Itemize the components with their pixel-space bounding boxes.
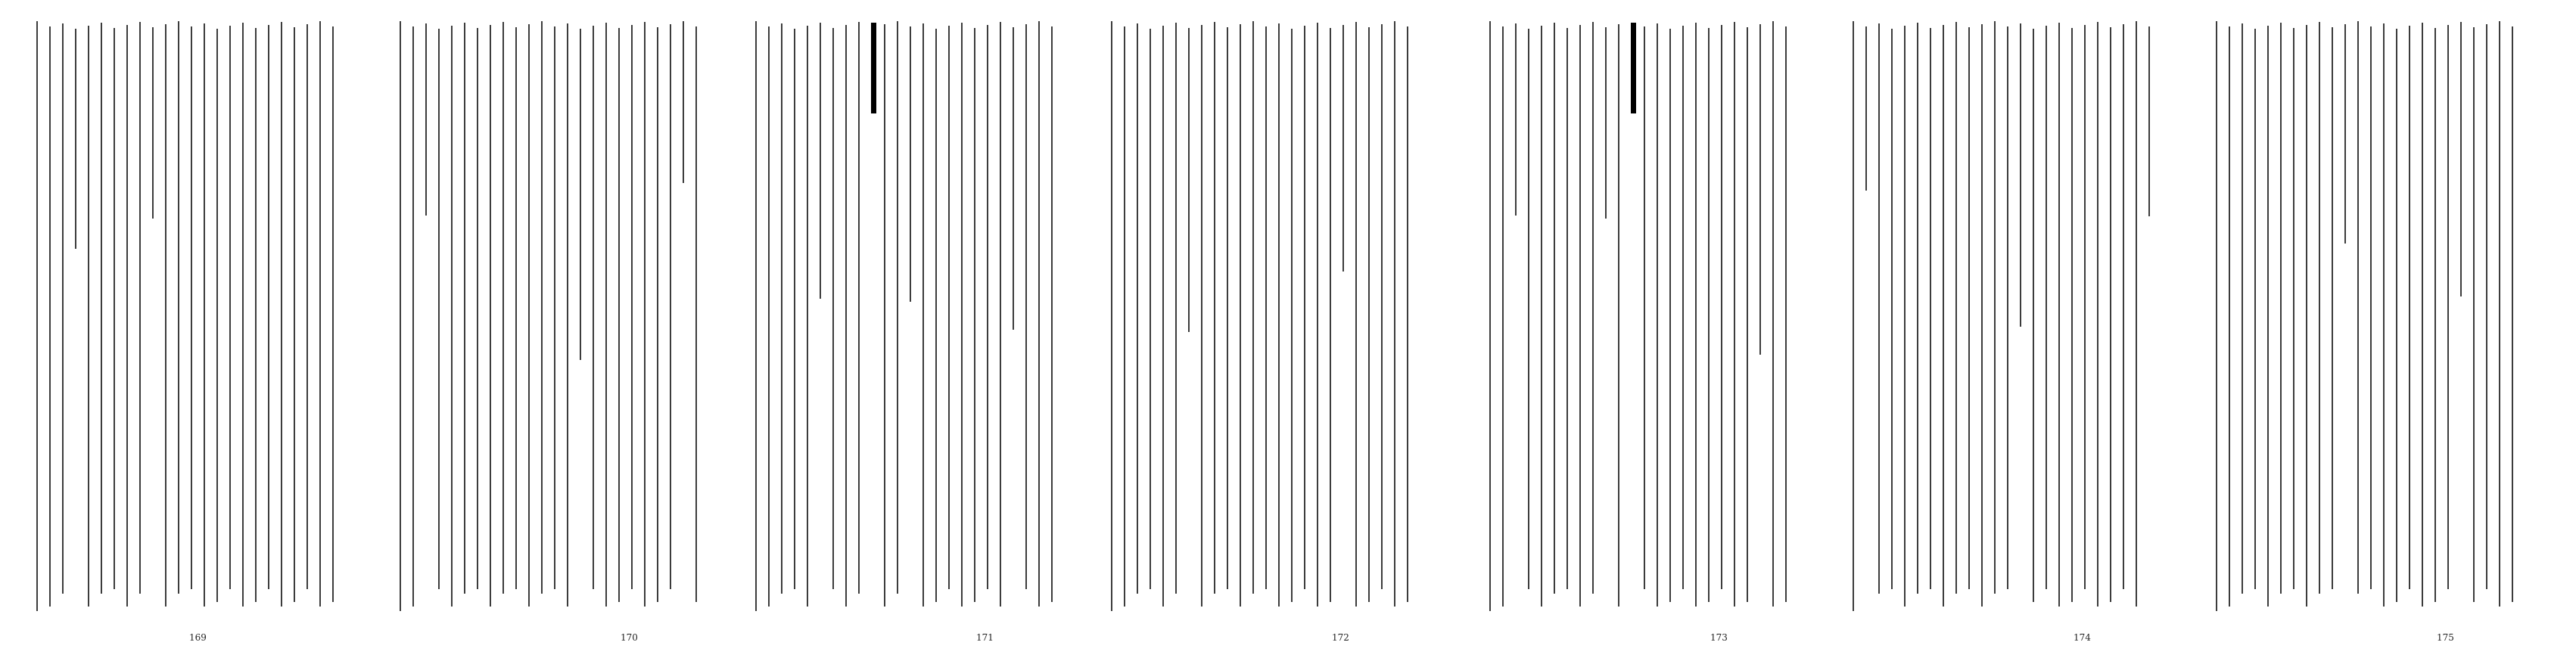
text-column xyxy=(2396,29,2397,602)
text-column xyxy=(1968,27,1970,589)
text-column xyxy=(1708,28,1710,602)
text-column xyxy=(477,28,478,589)
text-column xyxy=(631,25,633,589)
text-column xyxy=(528,24,530,607)
text-column xyxy=(294,27,295,602)
text-column xyxy=(768,26,770,607)
text-column xyxy=(36,21,38,611)
text-column xyxy=(255,28,257,602)
text-column xyxy=(332,26,334,602)
text-column xyxy=(1025,24,1027,589)
text-column xyxy=(832,28,834,589)
text-column xyxy=(1891,29,1893,589)
text-column xyxy=(2148,26,2150,216)
text-column xyxy=(1342,25,1344,271)
text-column xyxy=(2097,22,2098,607)
text-column xyxy=(1252,21,1254,594)
text-column xyxy=(1515,23,1517,216)
text-column xyxy=(1188,28,1190,332)
text-column xyxy=(1943,25,1944,607)
text-column xyxy=(1682,26,1684,589)
text-column xyxy=(1759,24,1761,355)
section-heading xyxy=(871,23,876,113)
text-column xyxy=(88,26,89,607)
text-column xyxy=(858,22,860,594)
text-column xyxy=(1489,21,1491,611)
text-column xyxy=(2058,23,2060,607)
text-column xyxy=(1695,23,1697,607)
text-column xyxy=(541,21,543,594)
text-column xyxy=(884,24,885,607)
text-column xyxy=(2409,26,2410,589)
text-column xyxy=(1355,22,1357,607)
text-column xyxy=(1317,23,1318,607)
text-column xyxy=(1878,23,1880,594)
text-column xyxy=(1214,22,1215,594)
page-number: 170 xyxy=(621,632,638,643)
text-column xyxy=(1013,27,1014,330)
text-column xyxy=(910,26,911,302)
text-column xyxy=(438,29,440,589)
text-column xyxy=(683,21,684,183)
text-column xyxy=(2383,23,2385,607)
text-column xyxy=(515,27,517,589)
text-column xyxy=(2434,28,2436,602)
text-column xyxy=(1865,26,1867,191)
page-170 xyxy=(394,0,726,664)
text-column xyxy=(490,25,491,607)
text-column xyxy=(1150,29,1151,589)
page-number: 174 xyxy=(2074,632,2091,643)
text-column xyxy=(2020,23,2021,327)
text-column xyxy=(2447,25,2449,589)
text-column xyxy=(1175,23,1177,594)
text-column xyxy=(101,23,102,594)
text-column xyxy=(242,23,244,607)
text-column xyxy=(126,25,128,607)
page-172 xyxy=(1105,0,1438,664)
text-column xyxy=(2293,28,2294,589)
text-column xyxy=(1304,26,1305,589)
text-column xyxy=(178,21,179,594)
text-column xyxy=(794,29,795,589)
text-column xyxy=(618,28,620,602)
text-column xyxy=(451,26,453,607)
text-column xyxy=(1528,29,1529,589)
text-column xyxy=(781,23,782,594)
text-column xyxy=(922,23,924,607)
text-column xyxy=(1772,21,1774,607)
text-column xyxy=(139,22,141,594)
text-column xyxy=(425,23,427,216)
text-column xyxy=(2344,24,2346,244)
text-column xyxy=(807,26,808,607)
page-174 xyxy=(1846,0,2179,664)
text-column xyxy=(2422,23,2423,607)
text-column xyxy=(1394,21,1395,607)
text-column xyxy=(554,26,555,589)
text-column xyxy=(1566,28,1568,589)
text-column xyxy=(845,25,847,607)
text-column xyxy=(605,23,607,607)
text-column xyxy=(1994,21,1996,594)
page-number: 171 xyxy=(976,632,994,643)
text-column xyxy=(464,23,465,594)
text-column xyxy=(2216,21,2217,611)
text-column xyxy=(2512,26,2513,602)
text-column xyxy=(1747,27,1748,602)
text-column xyxy=(2084,25,2086,589)
text-column xyxy=(2357,21,2359,594)
page-number: 175 xyxy=(2437,632,2454,643)
text-column xyxy=(1721,25,1722,589)
text-column xyxy=(2046,26,2047,589)
text-column xyxy=(216,29,218,602)
text-column xyxy=(191,26,192,589)
text-column xyxy=(1853,21,1854,611)
text-column xyxy=(2332,27,2333,589)
text-column xyxy=(948,26,950,589)
text-column xyxy=(580,29,581,360)
text-column xyxy=(1605,27,1607,219)
text-column xyxy=(2486,24,2487,589)
text-column xyxy=(2110,27,2111,602)
text-column xyxy=(2280,23,2282,594)
text-column xyxy=(2229,26,2230,607)
text-column xyxy=(400,21,401,611)
text-column xyxy=(820,23,821,299)
text-column xyxy=(1644,26,1645,589)
text-column xyxy=(2460,22,2462,296)
text-column xyxy=(1917,23,1918,594)
text-column xyxy=(2071,28,2073,602)
text-column xyxy=(1162,26,1164,607)
text-column xyxy=(755,21,757,611)
text-column xyxy=(1137,23,1138,594)
text-column xyxy=(306,24,308,589)
text-column xyxy=(2007,26,2008,589)
text-column xyxy=(75,29,76,249)
text-column xyxy=(1330,28,1331,602)
text-column xyxy=(2267,26,2269,607)
text-column xyxy=(204,23,205,607)
text-column xyxy=(1381,24,1383,589)
text-column xyxy=(1124,26,1125,607)
text-column xyxy=(2499,21,2500,607)
text-column xyxy=(974,28,975,602)
text-column xyxy=(1038,21,1040,607)
text-column xyxy=(1904,26,1906,607)
text-column xyxy=(1000,22,1001,607)
text-column xyxy=(1201,25,1202,607)
text-column xyxy=(961,23,963,607)
text-column xyxy=(114,28,115,589)
text-column xyxy=(1657,23,1658,607)
text-column xyxy=(1227,27,1228,589)
text-column xyxy=(502,22,504,594)
text-column xyxy=(897,21,898,594)
page-number: 173 xyxy=(1710,632,1728,643)
text-column xyxy=(1051,26,1053,602)
text-column xyxy=(644,22,646,607)
text-column xyxy=(229,26,231,589)
page-169 xyxy=(30,0,363,664)
text-column xyxy=(1981,24,1983,607)
text-column xyxy=(1111,21,1112,611)
text-column xyxy=(165,24,166,607)
text-column xyxy=(2370,26,2372,589)
page-number: 169 xyxy=(189,632,207,643)
text-column xyxy=(1265,26,1267,589)
text-column xyxy=(2319,22,2320,594)
text-column xyxy=(49,26,51,607)
page-number: 172 xyxy=(1332,632,1349,643)
text-column xyxy=(1930,28,1931,589)
text-column xyxy=(1785,26,1787,602)
text-column xyxy=(1554,23,1555,594)
page-173 xyxy=(1483,0,1816,664)
text-column xyxy=(1240,24,1241,607)
text-column xyxy=(2306,25,2307,607)
text-column xyxy=(2123,24,2124,589)
text-column xyxy=(1368,27,1370,602)
text-column xyxy=(1955,22,1957,594)
text-column xyxy=(2136,21,2137,607)
text-column xyxy=(657,27,658,602)
text-column xyxy=(695,26,697,602)
text-column xyxy=(1592,22,1594,594)
text-column xyxy=(1541,26,1542,607)
text-column xyxy=(319,21,321,607)
text-column xyxy=(2033,29,2034,602)
text-column xyxy=(1502,26,1504,607)
text-column xyxy=(593,26,594,589)
text-column xyxy=(281,22,282,607)
text-column xyxy=(2242,23,2243,594)
text-column xyxy=(935,29,937,602)
text-column xyxy=(152,27,154,219)
text-column xyxy=(1278,23,1280,607)
section-heading xyxy=(1631,23,1636,113)
text-column xyxy=(1407,26,1408,602)
text-column xyxy=(2473,27,2475,602)
text-column xyxy=(2254,29,2256,589)
text-column xyxy=(62,23,64,594)
text-column xyxy=(670,24,671,589)
text-column xyxy=(987,25,988,589)
text-column xyxy=(1618,24,1619,607)
text-column xyxy=(1579,25,1581,607)
text-column xyxy=(1669,29,1671,602)
text-column xyxy=(567,23,568,607)
page-171 xyxy=(749,0,1082,664)
text-column xyxy=(1734,22,1735,607)
text-column xyxy=(268,25,269,589)
text-column xyxy=(1291,29,1293,602)
text-column xyxy=(412,26,414,607)
page-175 xyxy=(2210,0,2543,664)
